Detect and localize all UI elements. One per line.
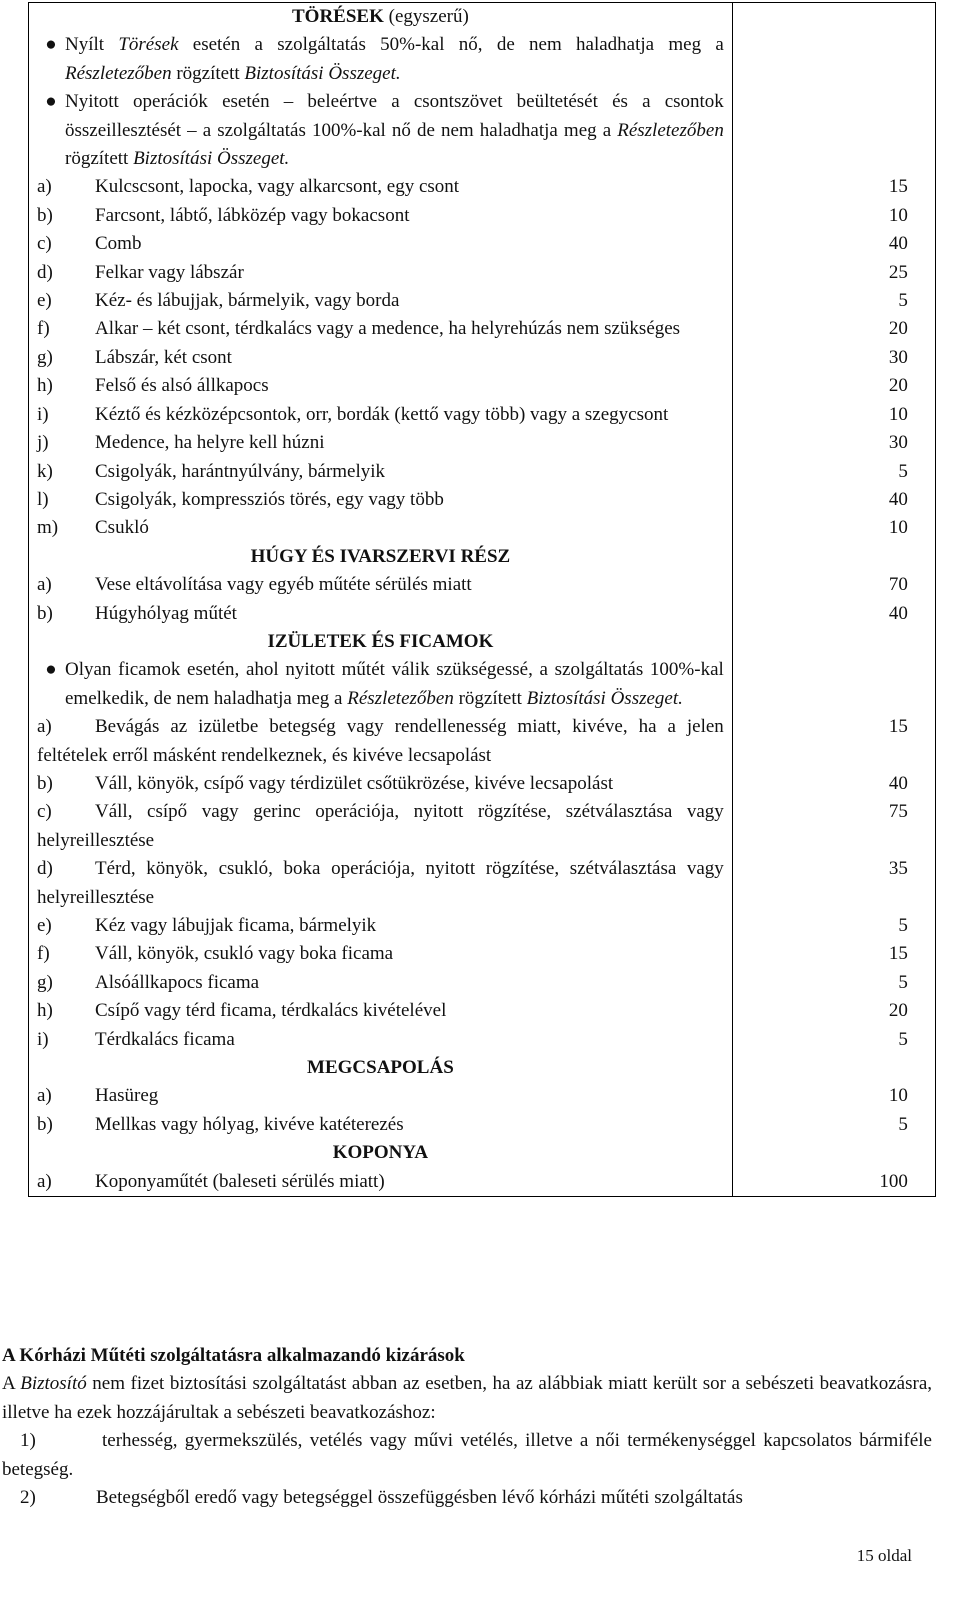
item-label: g) — [37, 346, 53, 368]
urogenital-item-b — [37, 600, 908, 628]
benefit-list-cell — [29, 3, 908, 1197]
fractures-item-h — [37, 372, 908, 400]
item-label: m) — [37, 517, 59, 539]
item-value: 40 — [888, 233, 908, 255]
item-description: Mellkas vagy hólyag, kivéve katéterezés — [95, 1113, 404, 1135]
item-value: 20 — [888, 318, 908, 340]
section-heading-joints: IZÜLETEK ÉS FICAMOK — [267, 630, 494, 652]
section-heading-fractures: TÖRÉSEK (egyszerű) — [292, 6, 469, 27]
joints-item-i — [37, 1026, 908, 1054]
item-value: 100 — [879, 1170, 908, 1192]
item-description: Comb — [95, 233, 142, 255]
item-label: b) — [37, 602, 53, 624]
fractures-item-c — [37, 230, 908, 258]
item-label: f) — [37, 318, 50, 340]
item-description: Csípő vagy térd ficama, térdkalács kivételével — [95, 1000, 447, 1022]
section-heading-drainage: MEGCSAPOLÁS — [307, 1057, 454, 1079]
item-description: Farcsont, lábtő, lábközép vagy bokacsont — [95, 204, 410, 226]
item-label: b) — [37, 772, 53, 794]
item-description: Térdkalács ficama — [95, 1028, 235, 1050]
item-description: Lábszár, két csont — [95, 346, 232, 368]
joints-item-h — [37, 997, 908, 1025]
item-value: 15 — [888, 943, 908, 965]
item-value: 40 — [888, 488, 908, 510]
skull-item-a — [37, 1168, 908, 1196]
section-heading-skull: KOPONYA — [332, 1142, 429, 1164]
item-label: k) — [37, 460, 53, 482]
item-description: Hasüreg — [95, 1085, 159, 1107]
page-number: 15 oldal — [856, 1546, 912, 1565]
item-label: g) — [37, 971, 53, 993]
item-value: 30 — [888, 346, 908, 368]
fractures-item-g — [37, 344, 908, 372]
item-description: Medence, ha helyre kell húzni — [95, 432, 325, 454]
item-label: a) — [37, 1170, 52, 1192]
item-label: a) — [37, 716, 52, 738]
item-value: 40 — [888, 772, 908, 794]
joints-item-f — [37, 940, 908, 968]
fractures-item-b — [37, 202, 908, 230]
fractures-item-a — [37, 173, 908, 201]
item-value: 40 — [888, 602, 908, 624]
item-value: 35 — [888, 858, 908, 880]
item-description: Csigolyák, kompressziós törés, egy vagy több — [95, 488, 444, 510]
item-description: Húgyhólyag műtét — [95, 602, 237, 624]
item-label: a) — [37, 574, 52, 596]
fractures-item-list — [37, 173, 908, 542]
item-description: Alkar – két csont, térdkalács vagy a medence, ha helyrehúzás nem szükséges — [95, 318, 681, 340]
item-value: 10 — [888, 1085, 908, 1107]
joints-item-c — [37, 798, 908, 855]
fractures-item-m — [37, 514, 908, 542]
exclusions-section — [2, 1342, 932, 1512]
fractures-item-f — [37, 315, 908, 343]
item-value: 5 — [898, 971, 908, 993]
item-label: e) — [37, 290, 52, 312]
drainage-item-list — [37, 1082, 908, 1139]
joints-item-e — [37, 912, 908, 940]
item-description: Csigolyák, harántnyúlvány, bármelyik — [95, 460, 386, 482]
item-description: Csukló — [95, 517, 149, 539]
item-label: b) — [37, 204, 53, 226]
item-description: Kéztő és kézközépcsontok, orr, bordák (kettő vagy több) vagy a szegycsont — [95, 403, 669, 425]
item-label: d) — [37, 261, 53, 283]
exclusion-item-1: 1) terhesség, gyermekszülés, vetélés vagy művi vetélés, illetve a női termékenységgel kapcsolatos bármiféle betegség. — [2, 1430, 932, 1480]
item-value: 10 — [888, 403, 908, 425]
fractures-item-d — [37, 259, 908, 287]
item-label: d) — [37, 858, 53, 880]
urogenital-item-list — [37, 571, 908, 628]
item-description: Váll, csípő vagy gerinc operációja, nyitott rögzítése, szétválasztása vagy helyreillesztése — [37, 801, 724, 851]
skull-item-list — [37, 1168, 908, 1196]
joints-bullet: ● Olyan ficamok esetén, ahol nyitott műtét válik szükségessé, a szolgáltatás 100%-kal emelkedik, de nem haladhatja meg a Részletezőben rögzített Biztosítási Összeget. — [37, 656, 724, 713]
item-value: 70 — [888, 574, 908, 596]
item-value: 5 — [898, 290, 908, 312]
fractures-item-l — [37, 486, 908, 514]
item-description: Kéz- és lábujjak, bármelyik, vagy borda — [95, 290, 400, 312]
item-description: Térd, könyök, csukló, boka operációja, nyitott rögzítése, szétválasztása vagy helyreillesztése — [37, 858, 724, 908]
fractures-bullet-2: ● Nyitott operációk esetén – beleértve a csontszövet beültetését és a csontok összeillesztését – a szolgáltatás 100%-kal nő de nem haladhatja meg a Részletezőben rögzített Biztosítási Összeget. — [37, 88, 724, 173]
item-description: Váll, könyök, csukló vagy boka ficama — [95, 943, 394, 965]
fractures-item-j — [37, 429, 908, 457]
item-label: a) — [37, 1085, 52, 1107]
drainage-item-a — [37, 1082, 908, 1110]
exclusions-intro: A Biztosító nem fizet biztosítási szolgáltatást abban az esetben, ha az alábbiak miatt került sor a sebészeti beavatkozásra, illetve ha ezek hozzájárultak a sebészeti beavatkozáshoz: — [2, 1373, 932, 1423]
item-value: 5 — [898, 1113, 908, 1135]
item-label: h) — [37, 1000, 53, 1022]
item-label: i) — [37, 1028, 49, 1050]
joints-item-d — [37, 855, 908, 912]
item-description: Kulcscsont, lapocka, vagy alkarcsont, egy csont — [95, 176, 460, 198]
drainage-item-b — [37, 1111, 908, 1139]
benefit-table — [28, 2, 936, 1197]
fractures-item-i — [37, 401, 908, 429]
item-label: l) — [37, 488, 49, 510]
item-label: j) — [37, 432, 49, 454]
item-value: 20 — [888, 375, 908, 397]
item-value: 10 — [888, 204, 908, 226]
item-value: 10 — [888, 517, 908, 539]
item-value: 15 — [888, 176, 908, 198]
item-label: i) — [37, 403, 49, 425]
joints-item-g — [37, 969, 908, 997]
joints-item-b — [37, 770, 908, 798]
item-description: Bevágás az izületbe betegség vagy rendellenesség miatt, kivéve, ha a jelen feltételek erről másként rendelkeznek, és kivéve lecsapolást — [37, 716, 724, 766]
item-label: c) — [37, 801, 52, 823]
item-label: a) — [37, 176, 52, 198]
fractures-item-k — [37, 458, 908, 486]
bullet-icon: ● — [45, 659, 57, 681]
urogenital-item-a — [37, 571, 908, 599]
item-value: 5 — [898, 915, 908, 936]
item-label: b) — [37, 1113, 53, 1135]
item-value: 15 — [888, 716, 908, 738]
exclusions-title: A Kórházi Műtéti szolgáltatásra alkalmazandó kizárások — [2, 1345, 465, 1366]
item-label: h) — [37, 375, 53, 397]
fractures-bullet-1: ● Nyílt Törések esetén a szolgáltatás 50%-kal nő, de nem haladhatja meg a Részletezőben rögzített Biztosítási Összeget. — [37, 31, 724, 88]
item-label: e) — [37, 915, 52, 936]
item-value: 75 — [888, 801, 908, 823]
joints-item-list — [37, 713, 908, 1054]
item-value: 5 — [898, 460, 908, 482]
item-description: Koponyaműtét (baleseti sérülés miatt) — [95, 1170, 385, 1192]
item-value: 5 — [898, 1028, 908, 1050]
item-description: Felkar vagy lábszár — [95, 261, 244, 283]
joints-item-a — [37, 713, 908, 770]
item-label: c) — [37, 233, 52, 255]
item-description: Kéz vagy lábujjak ficama, bármelyik — [95, 915, 377, 936]
item-label: f) — [37, 943, 50, 965]
bullet-icon: ● — [45, 91, 57, 113]
exclusion-item-2: 2) Betegségből eredő vagy betegséggel összefüggésben lévő kórházi műtéti szolgáltatás — [20, 1487, 743, 1509]
fractures-item-e — [37, 287, 908, 315]
bullet-icon: ● — [45, 34, 57, 56]
item-description: Vese eltávolítása vagy egyéb műtéte sérülés miatt — [95, 574, 472, 596]
item-value: 30 — [888, 432, 908, 454]
item-value: 20 — [888, 1000, 908, 1022]
item-description: Felső és alsó állkapocs — [95, 375, 269, 397]
section-heading-urogenital: HÚGY ÉS IVARSZERVI RÉSZ — [250, 545, 511, 567]
item-value: 25 — [888, 261, 908, 283]
item-description: Alsóállkapocs ficama — [95, 971, 260, 993]
item-description: Váll, könyök, csípő vagy térdizület csőtükrözése, kivéve lecsapolást — [95, 772, 614, 794]
